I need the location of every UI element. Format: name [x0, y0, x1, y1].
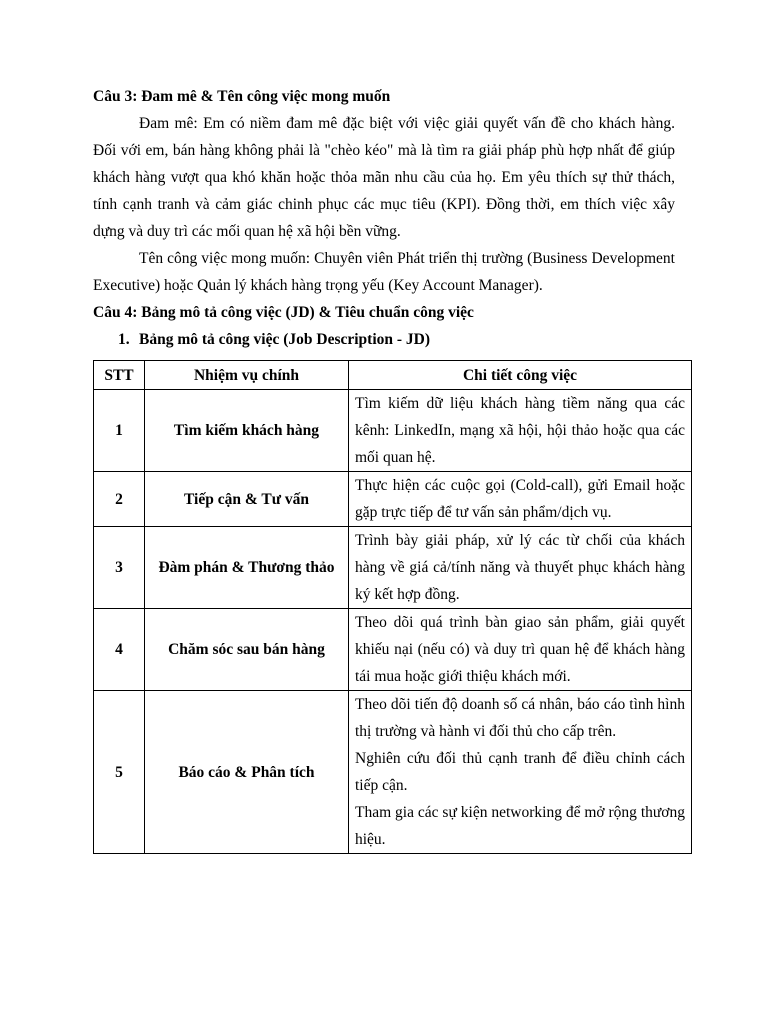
row-detail [349, 527, 692, 609]
detail-line: Theo dõi quá trình bàn giao sản phẩm, giải quyết khiếu nại (nếu có) và duy trì quan hệ để khách hàng tái mua hoặc giới thiệu khách mới. [355, 614, 685, 685]
row-stt: 5 [94, 691, 145, 854]
row-task: Đàm phán & Thương thảo [145, 527, 349, 609]
row-task: Báo cáo & Phân tích [145, 691, 349, 854]
row-detail [349, 472, 692, 527]
table-row [94, 390, 692, 472]
row-task: Tìm kiếm khách hàng [145, 390, 349, 472]
row-task: Tiếp cận & Tư vấn [145, 472, 349, 527]
table-row [94, 527, 692, 609]
row-stt: 2 [94, 472, 145, 527]
passion-paragraph: Đam mê: Em có niềm đam mê đặc biệt với việc giải quyết vấn đề cho khách hàng. Đối với em, bán hàng không phải là "chèo kéo" mà là tìm ra giải pháp phù hợp nhất để giúp khách hàng vượt qua khó khăn hoặc thỏa mãn nhu cầu của họ. Em yêu thích sự thử thách, tính cạnh tranh và cảm giác chinh phục các mục tiêu (KPI). Đồng thời, em thích việc xây dựng và duy trì các mối quan hệ xã hội bền vững. [93, 115, 675, 240]
q4-heading: Câu 4: Bảng mô tả công việc (JD) & Tiêu chuẩn công việc [93, 304, 474, 321]
row-stt: 4 [94, 609, 145, 691]
row-detail [349, 691, 692, 854]
detail-line: Trình bày giải pháp, xử lý các từ chối của khách hàng về giá cả/tính năng và thuyết phục khách hàng ký kết hợp đồng. [355, 532, 685, 603]
detail-line: Tham gia các sự kiện networking để mở rộng thương hiệu. [355, 804, 685, 848]
document-content [93, 83, 675, 353]
row-detail [349, 390, 692, 472]
table-row [94, 691, 692, 854]
detail-line: Tìm kiếm dữ liệu khách hàng tiềm năng qua các kênh: LinkedIn, mạng xã hội, hội thảo hoặc qua các mối quan hệ. [355, 395, 685, 466]
table-row [94, 609, 692, 691]
table-body [94, 390, 692, 854]
desired-job-paragraph: Tên công việc mong muốn: Chuyên viên Phát triển thị trường (Business Development Executive) hoặc Quản lý khách hàng trọng yếu (Key Account Manager). [93, 250, 675, 294]
detail-line: Thực hiện các cuộc gọi (Cold-call), gửi Email hoặc gặp trực tiếp để tư vấn sản phẩm/dịch vụ. [355, 477, 685, 521]
table-row [94, 472, 692, 527]
detail-line: Theo dõi tiến độ doanh số cá nhân, báo cáo tình hình thị trường và hành vi đối thủ cho cấp trên. [355, 696, 685, 740]
table-header-row [94, 361, 692, 390]
header-detail: Chi tiết công việc [349, 361, 692, 390]
q3-heading: Câu 3: Đam mê & Tên công việc mong muốn [93, 88, 391, 105]
header-stt: STT [94, 361, 145, 390]
detail-line: Nghiên cứu đối thủ cạnh tranh để điều chỉnh cách tiếp cận. [355, 750, 685, 794]
jd-subheading-number: 1. [118, 331, 130, 348]
job-description-table [93, 360, 692, 854]
row-detail [349, 609, 692, 691]
row-stt: 3 [94, 527, 145, 609]
header-task: Nhiệm vụ chính [145, 361, 349, 390]
jd-subheading-title: Bảng mô tả công việc (Job Description - JD) [139, 331, 431, 348]
row-stt: 1 [94, 390, 145, 472]
row-task: Chăm sóc sau bán hàng [145, 609, 349, 691]
jd-subheading [93, 326, 675, 353]
